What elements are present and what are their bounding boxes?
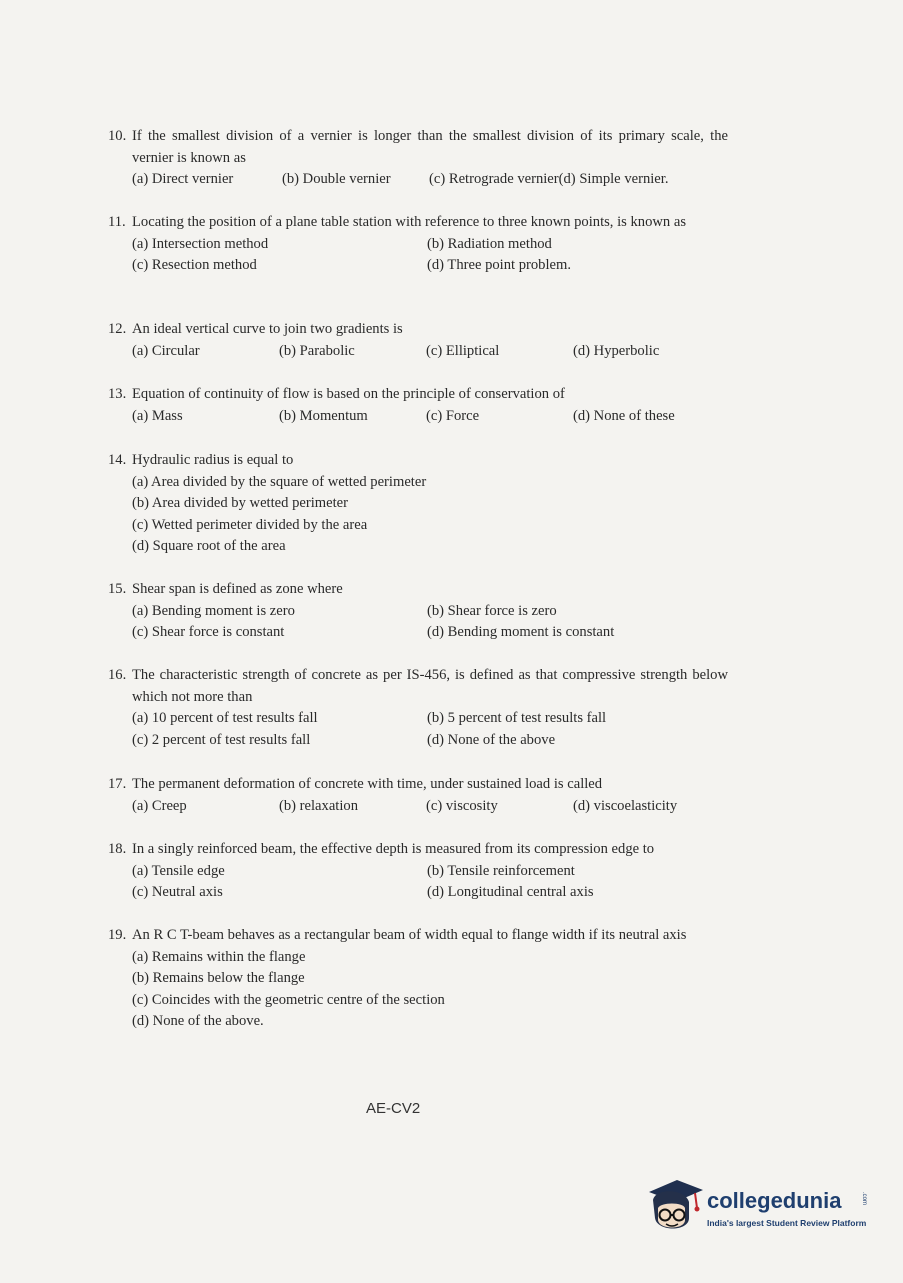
- option-c: (c) 2 percent of test results fall: [132, 731, 311, 748]
- option-a: (a) Circular: [132, 342, 200, 359]
- option-a: (a) Bending moment is zero: [132, 602, 295, 619]
- option-d: (d) Longitudinal central axis: [427, 884, 594, 900]
- question-14: [108, 450, 728, 558]
- question-text: Hydraulic radius is equal to: [132, 452, 294, 468]
- question-16: [108, 665, 728, 751]
- question-13: [108, 384, 728, 427]
- student-mascot-icon: [645, 1178, 703, 1242]
- option-d: (d) Three point problem.: [427, 257, 572, 273]
- option-a: (a) Remains within the flange: [132, 948, 306, 965]
- option-d: (d) None of these: [573, 407, 675, 424]
- question-text: Shear span is defined as zone where: [132, 581, 343, 597]
- question-number: 15.: [108, 581, 127, 597]
- question-text: If the smallest division of a vernier is longer than the smallest division of its primary scale, the vernier is known as: [132, 128, 728, 166]
- question-text: The characteristic strength of concrete as per IS-456, is defined as that compressive strength below which not more than: [132, 667, 728, 705]
- options: [132, 341, 728, 363]
- options: [132, 169, 728, 191]
- option-b: (b) Remains below the flange: [132, 970, 305, 986]
- options: [132, 601, 728, 644]
- option-a: (a) Direct vernier: [132, 171, 234, 187]
- option-a: (a) Mass: [132, 407, 183, 424]
- option-d: (d) None of the above: [427, 731, 556, 748]
- option-b: (b) 5 percent of test results fall: [427, 710, 607, 726]
- question-number: 18.: [108, 841, 127, 857]
- question-18: [108, 839, 728, 904]
- option-b: (b) Double vernier: [282, 171, 391, 187]
- question-17: [108, 774, 728, 817]
- question-number: 10.: [108, 128, 127, 144]
- option-c-d: (c) Retrograde vernier(d) Simple vernier.: [429, 171, 669, 187]
- question-number: 13.: [108, 386, 127, 402]
- option-a: (a) Area divided by the square of wetted perimeter: [132, 473, 427, 490]
- question-10: [108, 126, 728, 191]
- question-text: An R C T-beam behaves as a rectangular beam of width equal to flange width if its neutral axis: [132, 927, 687, 943]
- option-b: (b) relaxation: [279, 797, 359, 814]
- option-c: (c) Wetted perimeter divided by the area: [132, 516, 368, 533]
- options: [132, 947, 728, 1033]
- option-c: (c) Force: [426, 407, 480, 424]
- option-d: (d) Hyperbolic: [573, 342, 660, 359]
- question-text: Locating the position of a plane table station with reference to three known points, is known as: [132, 214, 687, 230]
- option-c: (c) Resection method: [132, 257, 257, 273]
- option-a: (a) Intersection method: [132, 235, 269, 252]
- logo-suffix: .com: [861, 1192, 867, 1206]
- question-11: [108, 212, 728, 277]
- question-text: The permanent deformation of concrete with time, under sustained load is called: [132, 776, 603, 792]
- option-c: (c) Neutral axis: [132, 884, 223, 900]
- question-number: 19.: [108, 927, 127, 943]
- option-d: (d) Bending moment is constant: [427, 624, 615, 640]
- option-c: (c) viscosity: [426, 797, 498, 814]
- options: [132, 472, 728, 558]
- question-text: Equation of continuity of flow is based on the principle of conservation of: [132, 386, 565, 402]
- question-number: 16.: [108, 667, 127, 683]
- question-text: An ideal vertical curve to join two gradients is: [132, 321, 403, 337]
- question-number: 11.: [108, 214, 126, 230]
- option-b: (b) Area divided by wetted perimeter: [132, 495, 348, 511]
- options: [132, 861, 728, 904]
- option-c: (c) Elliptical: [426, 342, 500, 359]
- options: [132, 708, 728, 751]
- option-d: (d) viscoelasticity: [573, 797, 678, 814]
- options: [132, 796, 728, 818]
- option-a: (a) Creep: [132, 797, 187, 814]
- paper-code: AE-CV2: [366, 1100, 421, 1117]
- logo-wordmark: collegedunia: [707, 1188, 842, 1213]
- options: [132, 234, 728, 277]
- question-19: [108, 925, 728, 1033]
- option-c: (c) Coincides with the geometric centre of the section: [132, 991, 445, 1008]
- question-15: [108, 579, 728, 644]
- question-12: [108, 319, 728, 362]
- option-b: (b) Radiation method: [427, 235, 552, 252]
- options: [132, 406, 728, 428]
- option-b: (b) Shear force is zero: [427, 602, 557, 619]
- question-number: 17.: [108, 776, 127, 792]
- collegedunia-logo: [645, 1178, 875, 1248]
- option-b: (b) Momentum: [279, 407, 368, 424]
- option-a: (a) 10 percent of test results fall: [132, 710, 318, 726]
- option-c: (c) Shear force is constant: [132, 624, 285, 640]
- option-b: (b) Parabolic: [279, 342, 355, 359]
- question-text: In a singly reinforced beam, the effective depth is measured from its compression edge to: [132, 841, 655, 857]
- option-d: (d) Square root of the area: [132, 538, 286, 554]
- question-number: 12.: [108, 321, 127, 337]
- option-d: (d) None of the above.: [132, 1013, 264, 1029]
- option-b: (b) Tensile reinforcement: [427, 862, 575, 879]
- option-a: (a) Tensile edge: [132, 862, 225, 879]
- question-number: 14.: [108, 452, 127, 468]
- logo-tagline: India's largest Student Review Platform: [707, 1218, 867, 1228]
